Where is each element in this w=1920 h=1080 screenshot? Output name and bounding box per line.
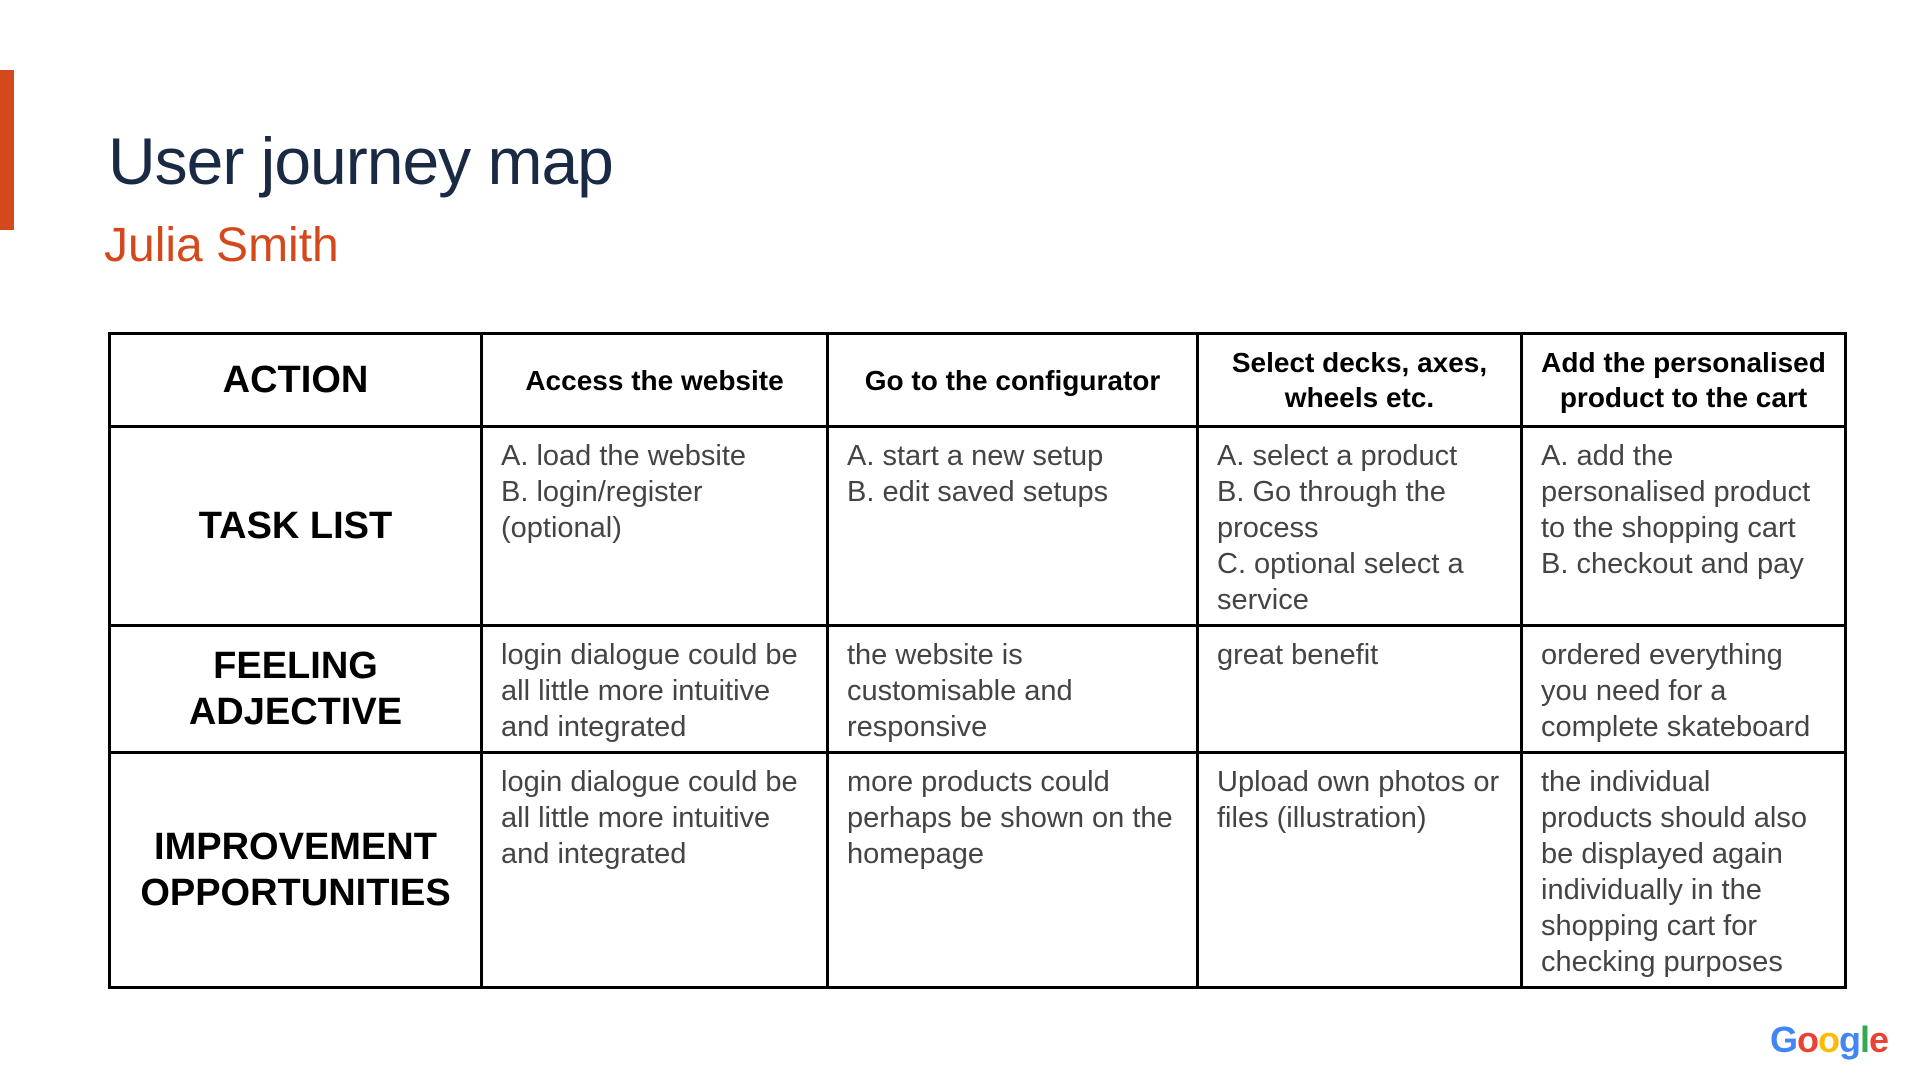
table-cell <box>1198 427 1522 626</box>
slide-subtitle: Julia Smith <box>104 219 339 272</box>
column-header: Select decks, axes, wheels etc. <box>1198 334 1522 427</box>
cell-line: the website is customisable and responsive <box>847 639 1073 743</box>
cell-line: A. add the personalised product to the shopping cart <box>1541 440 1811 544</box>
google-logo-letter: o <box>1796 1019 1818 1060</box>
cell-line: B. edit saved setups <box>847 476 1109 508</box>
cell-line: login dialogue could be all little more intuitive and integrated <box>501 639 798 743</box>
cell-line: more products could perhaps be shown on the homepage <box>847 766 1173 870</box>
cell-line: A. start a new setup <box>847 440 1104 472</box>
column-header: Access the website <box>482 334 828 427</box>
cell-line: ordered everything you need for a complete skateboard <box>1541 639 1811 743</box>
cell-line: login dialogue could be all little more intuitive and integrated <box>501 766 798 870</box>
google-logo-letter: l <box>1859 1019 1869 1060</box>
task-list-row <box>110 427 1846 626</box>
column-header: Add the personalised product to the cart <box>1522 334 1846 427</box>
google-logo-letter: g <box>1838 1019 1860 1060</box>
action-header: ACTION <box>110 334 482 427</box>
table-cell <box>1522 753 1846 988</box>
journey-table <box>108 332 1847 989</box>
cell-line: C. optional select a service <box>1217 548 1464 616</box>
table-cell <box>482 753 828 988</box>
table-cell <box>1198 626 1522 753</box>
cell-line: B. Go through the process <box>1217 476 1446 544</box>
cell-line: great benefit <box>1217 639 1379 671</box>
row-header: FEELING ADJECTIVE <box>110 626 482 753</box>
table-cell <box>828 427 1198 626</box>
cell-line: Upload own photos or files (illustration) <box>1217 766 1500 834</box>
google-logo-letter: G <box>1769 1019 1797 1060</box>
table-cell <box>1522 626 1846 753</box>
google-logo <box>1769 1019 1888 1060</box>
cell-line: A. select a product <box>1217 440 1458 472</box>
table-cell <box>828 626 1198 753</box>
cell-line: B. login/register (optional) <box>501 476 703 544</box>
table-cell <box>482 427 828 626</box>
google-logo-letter: o <box>1817 1019 1839 1060</box>
slide-title: User journey map <box>108 124 613 198</box>
google-logo-letter: e <box>1868 1019 1888 1060</box>
cell-line: the individual products should also be displayed again individually in the shopping cart for checking purposes <box>1541 766 1807 978</box>
improvement-opportunities-row <box>110 753 1846 988</box>
header-row <box>110 334 1846 427</box>
table-cell <box>1522 427 1846 626</box>
table-cell <box>828 753 1198 988</box>
table-cell <box>1198 753 1522 988</box>
cell-line: B. checkout and pay <box>1541 548 1804 580</box>
row-header: IMPROVEMENT OPPORTUNITIES <box>110 753 482 988</box>
cell-line: A. load the website <box>501 440 747 472</box>
accent-bar <box>0 70 14 230</box>
feeling-adjective-row <box>110 626 1846 753</box>
row-header: TASK LIST <box>110 427 482 626</box>
column-header: Go to the configurator <box>828 334 1198 427</box>
table-cell <box>482 626 828 753</box>
